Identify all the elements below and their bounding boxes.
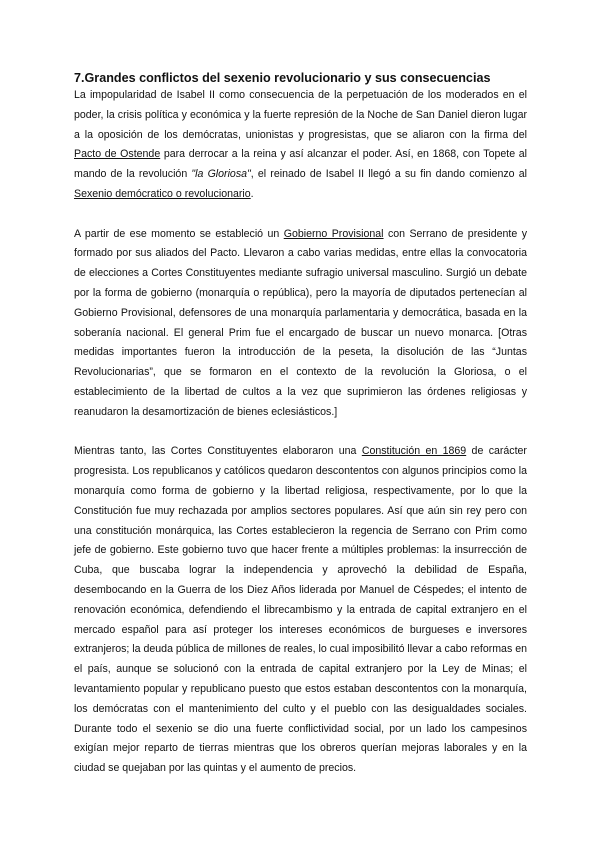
paragraph-2-text-b: con Serrano de presidente y formado por sus aliados del Pacto. Llevaron a cabo varias medidas, entre ellas la convocatoria de elecciones a Cortes Constituyentes mediante sufragio universal masculino. Surgió un debate por la forma de gobierno (monarquía o república), pero la mayoría de diputados pertenecían al Gobierno Provisional, defensores de una monarquía parlamentaria y democrática, basada en la soberanía nacional. El general Prim fue el encargado de buscar un nuevo monarca. [Otras medidas importantes fueron la introducción de la peseta, la disolución de las “Juntas Revolucionarias”, que se formaron en el contexto de la revolución la Gloriosa, o el establecimiento de la libertad de cultos a la vez que suprimieron las órdenes religiosas y reanudaron la desamortización de bienes eclesiásticos.] — [74, 227, 527, 418]
constitucion-1869-link[interactable]: Constitución en 1869 — [361, 445, 467, 458]
paragraph-spacer — [74, 423, 527, 443]
paragraph-spacer — [74, 205, 527, 225]
section-title: 7.Grandes conflictos del sexenio revolucionario y sus consecuencias — [74, 71, 491, 85]
paragraph-2 — [74, 225, 527, 423]
paragraph-1-text-a: La impopularidad de Isabel II como consecuencia de la perpetuación de los moderados en el poder, la crisis política y económica y la fuerte represión de la Noche de San Daniel dieron lugar a la oposición de los demócratas, unionistas y progresistas, que se aliaron con la firma del — [74, 89, 527, 141]
document-page — [74, 70, 527, 779]
paragraph-1 — [74, 86, 527, 205]
sexenio-link[interactable]: Sexenio demócratico o revolucionario — [74, 187, 251, 200]
paragraph-3-text-a: Mientras tanto, las Cortes Constituyentes elaboraron una — [74, 445, 362, 458]
paragraph-1-text-c: , el reinado de Isabel II llegó a su fin dando comienzo al — [250, 168, 527, 181]
paragraph-2-text-a: A partir de ese momento se estableció un — [74, 227, 284, 240]
paragraph-3-text-b: de carácter progresista. Los republicanos y católicos quedaron descontentos con algunos principios como la monarquía como forma de gobierno y la libertad religiosa, respectivamente, por lo que la Constitución fue muy rechazada por amplios sectores populares. Así que aún sin rey pero con una constitución monárquica, las Cortes establecieron la regencia de Serrano con Prim como jefe de gobierno. Este gobierno tuvo que hacer frente a múltiples problemas: la insurrección de Cuba, que buscaba lograr la independencia y aprovechó la debilidad de España, desembocando en la Guerra de los Diez Años liderada por Manuel de Céspedes; el intento de renovación económica, defendiendo el librecambismo y la entrada de capital extranjero en el mercado español para así proteger los intereses económicos de burgueses e inversores extranjeros; la deuda pública de millones de reales, lo cual imposibilitó llevar a cabo reformas en el país, aunque se solucionó con la entrada de capital extranjero por la Ley de Minas; el levantamiento popular y republicano puesto que estos estaban descontentos con la monarquía, los demócratas con el mantenimiento del culto y el pueblo con las desigualdades sociales. Durante todo el sexenio se dio una fuerte conflictividad social, por un lado los campesinos exigían mejor reparto de tierras mientras que los obreros querían mejoras laborales y en la ciudad se quejaban por las quintas y el aumento de precios. — [74, 445, 527, 775]
paragraph-1-text-d: . — [250, 187, 254, 200]
paragraph-3 — [74, 442, 527, 779]
paragraph-1-text-b: para derrocar a la reina y así alcanzar el poder. Así, en 1868, con Topete al mando de la revolución — [74, 148, 527, 181]
gobierno-provisional-link[interactable]: Gobierno Provisional — [283, 227, 384, 240]
pacto-de-ostende-link[interactable]: Pacto de Ostende — [74, 148, 161, 161]
la-gloriosa-emphasis: "la Gloriosa" — [191, 168, 251, 181]
